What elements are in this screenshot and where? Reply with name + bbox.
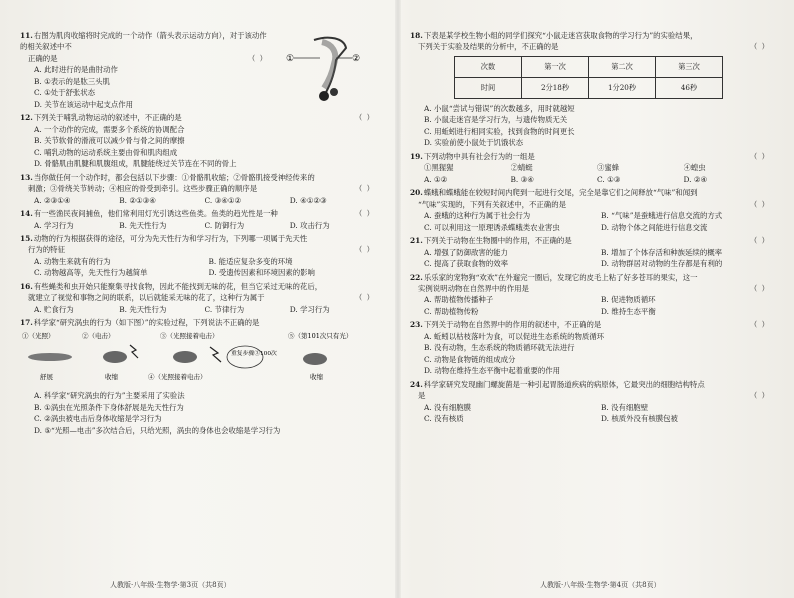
answer-blank: （ ） bbox=[749, 151, 770, 161]
question-number: 13. bbox=[20, 172, 33, 182]
question-number: 18. bbox=[410, 31, 423, 40]
option-c: C. ②涡虫被电击后身体收缩是学习行为 bbox=[34, 414, 162, 424]
question-number: 22. bbox=[410, 272, 423, 282]
table-header-cell: 第二次 bbox=[589, 56, 656, 77]
question-stem: 有些蝇类和虫开始只能聚集寻找食物，因此不能找到无味的花，但当它采过无味的花后， bbox=[33, 281, 323, 291]
option-a: A. 动物生来就有的行为 bbox=[34, 256, 111, 266]
question-stem: 科学家研究发现幽门螺旋菌是一种引起胃肠道疾病的病原体，它最突出的细胞结构特点 bbox=[423, 379, 705, 389]
question-22 bbox=[410, 272, 770, 318]
question-number: 20. bbox=[410, 188, 423, 198]
option-a: A. ①② bbox=[424, 174, 448, 184]
question-14 bbox=[20, 208, 375, 231]
option-c: C. 节律行为 bbox=[204, 304, 245, 314]
option-c: C. 哺乳动物的运动系统主要由骨和肌肉组成 bbox=[34, 147, 178, 157]
question-stem-cont: 就建立了视觉和事物之间的联系，以后就能采无味的花了，这种行为属于 bbox=[28, 293, 265, 303]
option-b: B. 先天性行为 bbox=[119, 304, 167, 314]
question-17 bbox=[20, 317, 375, 436]
worm-icon bbox=[303, 353, 327, 365]
question-number: 24. bbox=[410, 379, 423, 389]
animal-item: ①黑猩猩 bbox=[424, 163, 454, 173]
option-d: D. ②④ bbox=[683, 174, 708, 184]
answer-blank: （ ） bbox=[354, 184, 375, 194]
answer-blank: （ ） bbox=[247, 53, 268, 63]
question-stem: 乐乐家的宠物狗“欢欢”在外遛完一圈后，发现它的皮毛上粘了好多苍耳的果实，这一 bbox=[423, 272, 698, 282]
option-d: D. 动物在维持生态平衡中起着重要的作用 bbox=[424, 366, 561, 376]
question-stem-cont: 行为的特征 bbox=[28, 245, 65, 255]
option-b: B. 没有动物，生态系统的物质循环就无法进行 bbox=[424, 343, 575, 353]
option-b: B. 增加了个体存活和种族延续的概率 bbox=[601, 247, 722, 257]
question-15 bbox=[20, 233, 375, 279]
worm-icon bbox=[28, 353, 72, 361]
answer-blank: （ ） bbox=[749, 42, 770, 52]
question-16 bbox=[20, 281, 375, 315]
answer-blank: （ ） bbox=[354, 209, 375, 219]
option-a: A. 贮食行为 bbox=[34, 304, 74, 314]
caption-3-label: ④（光照接着电击） bbox=[148, 372, 207, 381]
option-d: D. 学习行为 bbox=[289, 304, 330, 314]
question-11 bbox=[20, 30, 375, 110]
table-cell: 1分20秒 bbox=[589, 77, 656, 98]
option-b: B. 没有细胞壁 bbox=[601, 402, 649, 412]
option-d: D. 关节在该运动中起支点作用 bbox=[34, 99, 134, 109]
answer-blank: （ ） bbox=[749, 199, 770, 209]
question-18 bbox=[410, 30, 770, 149]
option-b: B. ①涡虫在光照条件下身体舒展是先天性行为 bbox=[34, 402, 184, 412]
table-cell: 46秒 bbox=[656, 77, 723, 98]
question-number: 14. bbox=[20, 209, 33, 219]
arm-muscle-figure bbox=[274, 30, 369, 108]
option-a: A. 此时进行的是曲肘动作 bbox=[34, 65, 118, 75]
option-c: C. ①处于舒张状态 bbox=[34, 88, 96, 98]
option-d: D. ④①②③ bbox=[289, 195, 327, 205]
question-stem: 有一些渔民夜间捕鱼，他们常利用灯光引诱这些鱼类。鱼类的趋光性是一种 bbox=[33, 209, 278, 219]
question-stem: 下列动物中具有社会行为的一组是 bbox=[423, 151, 535, 161]
option-a: A. 蚕蛾的这种行为属于社会行为 bbox=[424, 211, 531, 221]
option-b: B. ③④ bbox=[510, 174, 534, 184]
question-stem: 右图为肌肉收缩将时完成的一个动作（箭头表示运动方向），对于该动作的相关叙述中不 bbox=[20, 31, 267, 52]
right-page bbox=[410, 30, 770, 572]
option-b: B. 关节软骨的滑液可以减少骨与骨之间的摩擦 bbox=[34, 136, 185, 146]
option-c: C. 帮助植物传粉 bbox=[424, 306, 479, 316]
option-c: C. ③④①② bbox=[204, 195, 242, 205]
option-d: D. 实验前使小鼠处于饥饿状态 bbox=[424, 138, 524, 148]
animal-item: ④蝗虫 bbox=[683, 163, 706, 173]
caption-5: 收缩 bbox=[310, 372, 323, 381]
option-a: A. 帮助植物传播种子 bbox=[424, 295, 494, 305]
answer-blank: （ ） bbox=[749, 320, 770, 330]
option-b: B. 促进物质循环 bbox=[601, 295, 656, 305]
worm-icon bbox=[103, 351, 127, 363]
question-number: 17. bbox=[20, 318, 33, 328]
question-stem: 动物的行为根据获得的途径，可分为先天性行为和学习行为，下列哪一项属于先天性 bbox=[33, 233, 308, 243]
option-a: A. 科学家“研究涡虫的行为”主要采用了实验法 bbox=[34, 391, 185, 401]
question-number: 11. bbox=[20, 31, 33, 40]
step-5-label: ⑤（第101次只有光） bbox=[288, 331, 353, 340]
question-number: 15. bbox=[20, 233, 33, 243]
question-stem: 下列关于动物在自然界中的作用的叙述中，不正确的是 bbox=[423, 320, 602, 330]
caption-2: 收缩 bbox=[105, 372, 118, 381]
option-c: C. 动物越高等，先天性行为越简单 bbox=[34, 268, 148, 278]
question-stem-cont: 刺激；③骨绕关节转动；④相应的骨受到牵引。这些步骤正确的顺序是 bbox=[28, 184, 258, 194]
table-header-cell: 第三次 bbox=[656, 56, 723, 77]
figure-label-2: ② bbox=[352, 54, 361, 64]
lightning-icon bbox=[210, 347, 221, 362]
option-d: D. 动物个体之间能进行信息交流 bbox=[601, 222, 708, 232]
option-a: A. 一个动作的完成，需要多个系统的协调配合 bbox=[34, 124, 185, 134]
table-header-cell: 次数 bbox=[455, 56, 522, 77]
answer-blank: （ ） bbox=[749, 283, 770, 293]
page-fold bbox=[395, 0, 401, 598]
question-stem-cont: 正确的是 bbox=[28, 53, 58, 63]
repeat-step-label: 重复步骤③100次 bbox=[231, 350, 277, 357]
step-2-label: ②（电击） bbox=[82, 331, 115, 340]
answer-blank: （ ） bbox=[354, 113, 375, 123]
answer-blank: （ ） bbox=[749, 236, 770, 246]
table-header-cell: 第一次 bbox=[522, 56, 589, 77]
caption-1: 舒展 bbox=[40, 372, 53, 381]
question-number: 12. bbox=[20, 113, 33, 123]
animal-item: ②蜻蜓 bbox=[510, 163, 533, 173]
question-19 bbox=[410, 151, 770, 185]
answer-blank: （ ） bbox=[354, 293, 375, 303]
left-page bbox=[20, 30, 375, 572]
question-stem: 当你做任何一个动作时，都会包括以下步骤：①骨骼肌收缩；②骨骼肌接受神经传来的 bbox=[33, 172, 315, 182]
answer-blank: （ ） bbox=[749, 391, 770, 401]
option-b: B. 能适应复杂多变的环境 bbox=[208, 256, 293, 266]
option-a: A. 小鼠“尝试与错误”的次数越多，用时就越短 bbox=[424, 103, 575, 113]
lightning-icon bbox=[130, 345, 138, 358]
option-c: C. 提高了获取食物的效率 bbox=[424, 259, 508, 269]
option-d: D. ⑤“光照—电击”多次结合后，只给光照，涡虫的身体也会收缩是学习行为 bbox=[34, 425, 281, 435]
question-number: 21. bbox=[410, 236, 423, 246]
planarian-experiment-figure bbox=[20, 329, 370, 387]
question-stem-cont: 是 bbox=[418, 391, 426, 401]
page-footer-left: 人教版·八年级·生物学·第3页（共8页） bbox=[110, 581, 231, 589]
question-stem-cont: 下列关于实验及结果的分析中，不正确的是 bbox=[418, 42, 559, 52]
option-c: C. 防御行为 bbox=[204, 220, 245, 230]
option-a: A. 增强了防御敌害的能力 bbox=[424, 247, 508, 257]
option-a: A. 没有细胞膜 bbox=[424, 402, 471, 412]
option-c: C. 可以利用这一原理诱杀蝶蛾类农业害虫 bbox=[424, 222, 560, 232]
question-21 bbox=[410, 235, 770, 269]
option-b: B. 先天性行为 bbox=[119, 220, 167, 230]
repeat-step-bubble bbox=[227, 346, 263, 368]
question-stem: 下表是某学校生物小组的同学们探究“小鼠走迷宫获取食物的学习行为”的实验结果， bbox=[423, 31, 698, 40]
question-number: 23. bbox=[410, 320, 423, 330]
answer-blank: （ ） bbox=[354, 245, 375, 255]
option-b: B. 小鼠走迷宫是学习行为，与遗传物质无关 bbox=[424, 115, 568, 125]
question-stem-cont: 实例说明动物在自然界中的作用是 bbox=[418, 283, 529, 293]
step-1-label: ①（光照） bbox=[22, 331, 55, 340]
option-b: B. ②①③④ bbox=[119, 195, 156, 205]
option-c: C. 没有核质 bbox=[424, 414, 464, 424]
page-footer-right: 人教版·八年级·生物学·第4页（共8页） bbox=[540, 581, 661, 589]
question-23 bbox=[410, 319, 770, 376]
table-header-row bbox=[455, 56, 723, 77]
question-13 bbox=[20, 172, 375, 206]
option-b: B. “气味”是蚕蛾进行信息交流的方式 bbox=[601, 211, 723, 221]
question-stem: 下列关于动物在生物圈中的作用，不正确的是 bbox=[423, 236, 572, 246]
step-3-label: ③（光照接着电击） bbox=[160, 331, 219, 340]
question-stem: 蝶蛾和蝶蛾能在较短时间内爬到一起进行交尾，完全是靠它们之间释放“气味”和闻到 bbox=[423, 188, 698, 198]
option-d: D. 维持生态平衡 bbox=[601, 306, 656, 316]
option-a: A. 蚯蚓以枯枝落叶为食，可以促进生态系统的物质循环 bbox=[424, 331, 605, 341]
animal-item: ③蜜蜂 bbox=[597, 163, 620, 173]
table-row bbox=[455, 77, 723, 98]
option-c: C. 用蚯蚓进行相同实验，找到食物的时间更长 bbox=[424, 126, 575, 136]
question-20 bbox=[410, 187, 770, 233]
option-d: D. 攻击行为 bbox=[289, 220, 330, 230]
question-stem-cont: “气味”实现的，下列有关叙述中，不正确的是 bbox=[418, 199, 566, 209]
option-c: C. 动物是食物链的组成成分 bbox=[424, 354, 516, 364]
option-d: D. 动物群居对动物的生存都是有利的 bbox=[601, 259, 723, 269]
option-d: D. 受遗传因素和环境因素的影响 bbox=[208, 268, 315, 278]
question-stem: 科学家“研究涡虫的行为（如下图）”的实验过程，下列说法不正确的是 bbox=[33, 318, 260, 328]
question-number: 19. bbox=[410, 151, 423, 161]
option-a: A. 学习行为 bbox=[34, 220, 74, 230]
table-cell: 时间 bbox=[455, 77, 522, 98]
table-cell: 2分18秒 bbox=[522, 77, 589, 98]
question-stem: 下列关于哺乳动物运动的叙述中，不正确的是 bbox=[33, 113, 182, 123]
option-d: D. 核质外没有核膜包被 bbox=[601, 414, 678, 424]
question-24 bbox=[410, 379, 770, 425]
worm-icon bbox=[173, 351, 197, 363]
option-d: D. 骨骼肌由肌腱和肌腹组成，肌腱能绕过关节连在不同的骨上 bbox=[34, 159, 237, 169]
option-b: B. ①表示的是肱三头肌 bbox=[34, 76, 110, 86]
question-12 bbox=[20, 112, 375, 169]
question-number: 16. bbox=[20, 281, 33, 291]
option-c: C. ①③ bbox=[597, 174, 621, 184]
figure-label-1: ① bbox=[286, 54, 295, 64]
maze-result-table bbox=[454, 56, 723, 99]
option-a: A. ②③①④ bbox=[34, 195, 71, 205]
